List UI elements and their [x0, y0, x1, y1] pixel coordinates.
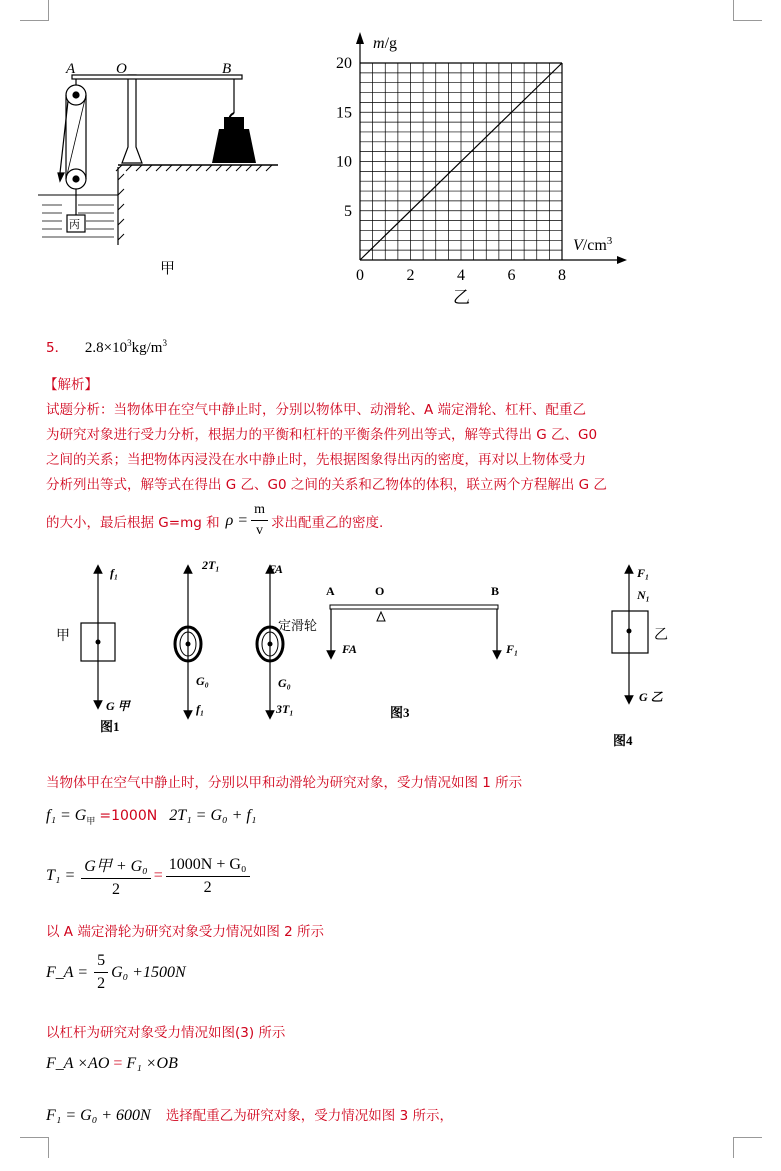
eq3-rhs: G₀ +1500N: [111, 963, 186, 981]
d2-2T1: 2T₁: [202, 558, 220, 572]
apparatus-figure: [38, 55, 288, 290]
d4-label: 乙: [654, 628, 668, 643]
d1-G: G 甲: [106, 699, 130, 713]
eq1-subscript: 甲: [86, 817, 96, 828]
force-diagram-1: [56, 566, 132, 734]
eq1-part-a: f₁ = G: [46, 807, 87, 824]
paragraph-3: 以杠杆为研究对象受力情况如图(3) 所示: [46, 1025, 286, 1041]
answer-number: 5．: [46, 340, 69, 356]
x-tick-label: 2: [406, 267, 415, 284]
equation-2: [46, 853, 253, 899]
eq4-left: F_A ×AO: [46, 1055, 110, 1072]
eq1-part-c: 2T₁ = G₀ + f₁: [169, 807, 257, 824]
x-axis-label: $V/cm^3$: [573, 235, 613, 254]
d1-caption: 图1: [100, 719, 120, 734]
paragraph-4: 选择配重乙为研究对象，受力情况如图 3 所示，: [165, 1108, 453, 1124]
y-axis-label: m/g: [373, 35, 398, 52]
equation-3: [46, 952, 186, 993]
analysis-line-5-post: 求出配重乙的密度.: [270, 514, 384, 531]
analysis-line-3: 之间的关系；当把物体丙浸没在水中静止时，先根据图象得出丙的密度，再对以上物体受力: [46, 452, 586, 468]
analysis-line-5: [46, 502, 383, 539]
analysis-line-2: 为研究对象进行受力分析，根据力的平衡和杠杆的平衡条件列出等式，解等式得出 G 乙、G0: [46, 427, 598, 443]
lever-caption: 图3: [390, 705, 410, 720]
d2-f1: f₁: [196, 702, 205, 716]
analysis-line-5-pre: 的大小，最后根据 G=mg 和: [46, 514, 220, 531]
analysis-heading: 【解析】: [44, 377, 98, 393]
eq4-equals: =: [113, 1055, 123, 1072]
eq2-lhs: T₁ =: [46, 867, 76, 884]
d3-3T1: 3T₁: [276, 702, 294, 716]
figure-jia-caption: 甲: [160, 259, 176, 277]
analysis-line-4: 分析列出等式，解等式在得出 G 乙、G0 之间的关系和乙物体的体积，联立两个方程解出 G 乙: [46, 477, 607, 493]
eq4-right: F₁ ×OB: [126, 1055, 178, 1072]
density-fraction: $\frac{m}{v}$: [251, 502, 268, 539]
d4-caption: 图4: [613, 733, 633, 748]
lever-O: O: [375, 584, 385, 598]
analysis-line-1: 试题分析：当物体甲在空气中静止时，分别以物体甲、动滑轮、A 端定滑轮、杠杆、配重乙: [46, 402, 587, 418]
corner-mark-top-right: [733, 0, 762, 21]
equation-1: [46, 807, 256, 827]
y-tick-label: 15: [336, 104, 352, 122]
y-tick-label: 5: [344, 202, 352, 220]
equation-5-line: [46, 1104, 453, 1125]
lever-B: B: [491, 584, 500, 598]
lever-F1: F₁: [506, 642, 519, 656]
x-tick-label: 6: [507, 267, 516, 284]
paragraph-1: 当物体甲在空气中静止时，分别以甲和动滑轮为研究对象，受力情况如图 1 所示: [46, 775, 523, 791]
eq2-fraction-2: $\frac{\text{1000N + G₀}}{2}$: [166, 856, 250, 897]
d3-label: 定滑轮: [278, 618, 318, 633]
lever-bar: [72, 75, 242, 79]
y-tick-label: 20: [336, 55, 352, 72]
ground: [116, 165, 278, 240]
pulley-system: [58, 79, 86, 232]
lever-A: A: [326, 584, 335, 598]
corner-mark-top-left: [20, 0, 49, 21]
paragraph-2: 以 A 端定滑轮为研究对象受力情况如图 2 所示: [46, 924, 324, 940]
force-diagram-4: [612, 566, 668, 748]
force-diagrams: [40, 555, 740, 760]
d3-G0: G₀: [278, 676, 291, 690]
d1-f1: f₁: [110, 566, 119, 580]
eq2-fraction-1: $\frac{\text{G甲 + G₀}}{2}$: [81, 853, 150, 899]
mass-volume-graph: [325, 28, 630, 313]
eq3-fraction: $\frac{5}{2}$: [94, 952, 108, 993]
equation-4: [46, 1055, 178, 1073]
eq2-equals: =: [153, 867, 163, 884]
force-diagram-3: [257, 562, 317, 716]
label-bing: 丙: [69, 218, 80, 231]
eq1-part-b: =1000N: [99, 808, 158, 824]
eq3-lhs: F_A =: [46, 963, 89, 981]
rho-symbol: ρ =: [225, 511, 249, 529]
weight-block: [212, 79, 256, 163]
answer-value: $2.8\times 10^3kg/m^3$: [84, 338, 167, 356]
corner-mark-bottom-right: [733, 1137, 762, 1158]
label-B: B: [222, 61, 232, 77]
graph-axes: [356, 32, 627, 264]
lever-diagram: [326, 584, 518, 720]
d3-FA: FA: [268, 562, 283, 576]
x-tick-label: 0: [356, 267, 364, 284]
d4-F1: F₁: [637, 566, 650, 580]
figure-yi-caption: 乙: [453, 288, 470, 308]
force-diagram-2: [175, 558, 220, 716]
eq5: F₁ = G₀ + 600N: [46, 1107, 151, 1124]
d4-N1: N₁: [637, 588, 650, 602]
y-tick-label: 10: [336, 153, 352, 171]
corner-mark-bottom-left: [20, 1137, 49, 1158]
d1-label: 甲: [56, 629, 70, 644]
lever-FA: FA: [342, 642, 357, 656]
label-A: A: [66, 61, 76, 77]
d4-G: G 乙: [639, 690, 663, 704]
x-tick-label: 8: [558, 267, 566, 284]
x-tick-label: 4: [457, 267, 465, 284]
answer-line: [46, 336, 167, 357]
pivot-support: [122, 75, 142, 163]
d2-G0: G₀: [196, 674, 209, 688]
label-O: O: [116, 61, 127, 77]
